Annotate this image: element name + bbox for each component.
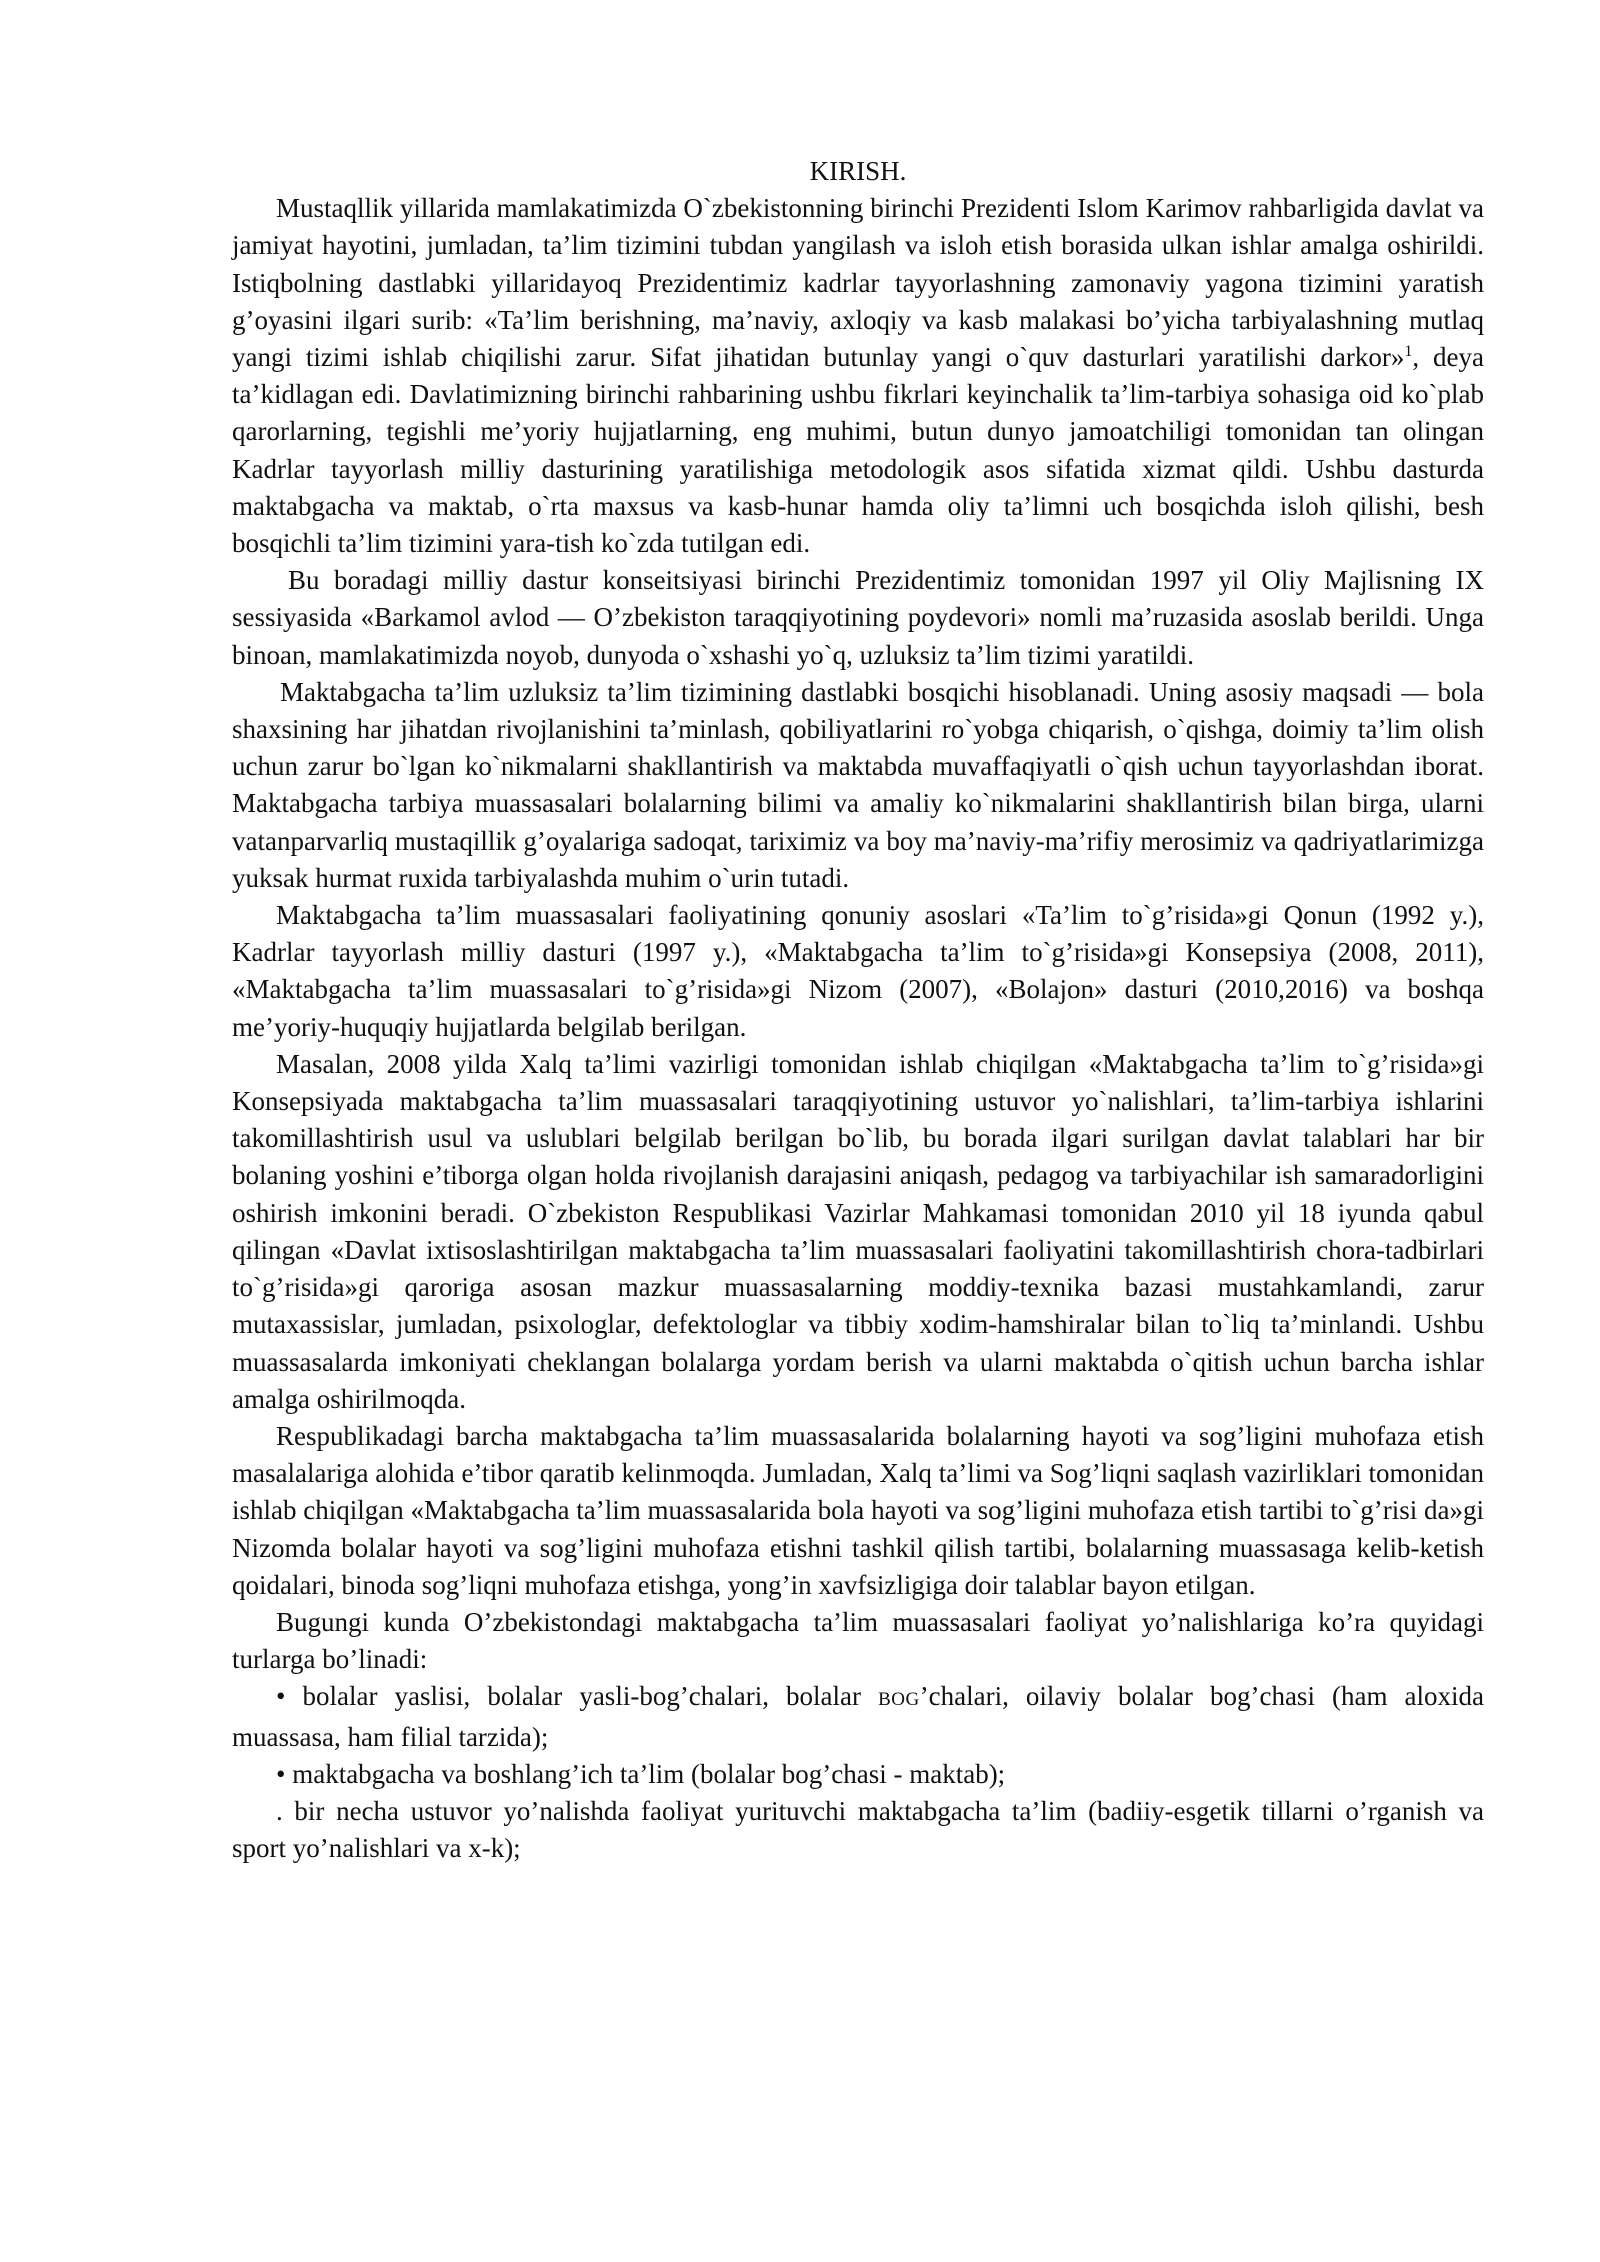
- list-item-2: • maktabgacha va boshlang’ich ta’lim (bolalar bog’chasi - maktab);: [276, 1758, 1006, 1789]
- paragraph-2: Bu boradagi milliy dastur konseitsiyasi birinchi Prezidentimiz tomonidan 1997 yil Oliy Majlisning IX sessiyasida «Barkamol avlod — O’zbekiston taraqqiyotining poydevori» nomli ma’ruzasida asoslab berildi. Unga binoan, mamlakatimizda noyob, dunyoda o`xshashi yo`q, uzluksiz ta’lim tizimi yaratildi.: [232, 565, 1484, 670]
- paragraph-6: Respublikadagi barcha maktabgacha ta’lim muassasalarida bolalarning hayoti va sog’ligini muhofaza etish masalalariga alohida e’tibor qaratib kelinmoqda. Jumladan, Xalq ta’limi va Sog’liqni saqlash vazirliklari tomonidan ishlab chiqilgan «Maktabgacha ta’lim muassasalarida bola hayoti va sog’ligini muhofaza etish tartibi to`g’risi da»gi Nizomda bolalar hayoti va sog’ligini muhofaza etishni tashkil qilish tartibi, bolalarning muassasaga kelib-ketish qoidalari, binoda sog’liqni muhofaza etishga, yong’in xavfsizligiga doir talablar bayon etilgan.: [232, 1420, 1484, 1600]
- list-item-1-text-b: ’chalari, oilaviy bolalar bog’chasi (ham aloxida muassasa, ham filial tarzida);: [232, 1681, 1484, 1752]
- list-item-1-text-a: • bolalar yaslisi, bolalar yasli-bog’chalari, bolalar: [276, 1681, 879, 1712]
- list-item-3: . bir necha ustuvor yo’nalishda faoliyat yurituvchi maktabgacha ta’lim (badiiy-esgetik tillarni o’rganish va sport yo’nalishlari va x-k);: [232, 1795, 1484, 1864]
- document-title: KIRISH.: [809, 156, 907, 186]
- footnote-marker: 1: [1404, 343, 1413, 361]
- paragraph-5: Masalan, 2008 yilda Xalq ta’limi vazirligi tomonidan ishlab chiqilgan «Maktabgacha ta’lim to`g’risida»gi Konsepsiyada maktabgacha ta’lim muassasalari taraqqiyotining ustuvor yo`nalishlari, ta’lim-tarbiya ishlarini takomillashtirish usul va uslublari belgilab berilgan bo`lib, bu borada ilgari surilgan davlat talablari har bir bolaning yoshini e’tiborga olgan holda rivojlanish darajasini aniqash, pedagog va tarbiyachilar ish samaradorligini oshirish imkonini beradi. O`zbekiston Respublikasi Vazirlar Mahkamasi tomonidan 2010 yil 18 iyunda qabul qilingan «Davlat ixtisoslashtirilgan maktabgacha ta’lim muassasalari faoliyatini takomillashtirish chora-tadbirlari to`g’risida»gi qaroriga asosan mazkur muassasalarning moddiy-texnika bazasi mustahkamlandi, zarur mutaxassislar, jumladan, psixologlar, defektologlar va tibbiy xodim-hamshiralar bilan to`liq ta’minlandi. Ushbu muassasalarda imkoniyati cheklangan bolalarga yordam berish va ularni maktabda o`qitish uchun barcha ishlar amalga oshirilmoqda.: [232, 1048, 1484, 1414]
- paragraph-1-text-a: Mustaqllik yillarida mamlakatimizda O`zbekistonning birinchi Prezidenti Islom Karimov rahbarligida davlat va jamiyat hayotini, jumladan, ta’lim tizimini tubdan yangilash va isloh etish borasida ulkan ishlar amalga oshirildi. Istiqbolning dastlabki yillaridayoq Prezidentimiz kadrlar tayyorlashning zamonaviy yagona tizimini yaratish g’oyasini ilgari surib: «Ta’lim berishning, ma’naviy, axloqiy va kasb malakasi bo’yicha tarbiyalashning mutlaq yangi tizimi ishlab chiqilishi zarur. Sifat jihatidan butunlay yangi o`quv dasturlari yaratilishi darkor»: [232, 193, 1484, 373]
- paragraph-4: Maktabgacha ta’lim muassasalari faoliyatining qonuniy asoslari «Ta’lim to`g’risida»gi Qonun (1992 y.), Kadrlar tayyorlash milliy dasturi (1997 y.), «Maktabgacha ta’lim to`g’risida»gi Konsepsiya (2008, 2011), «Maktabgacha ta’lim muassasalari to`g’risida»gi Nizom (2007), «Bolajon» dasturi (2010,2016) va boshqa me’yoriy-huquqiy hujjatlarda belgilab berilgan.: [232, 900, 1484, 1042]
- paragraph-1-text-b: , deya ta’kidlagan edi. Davlatimizning birinchi rahbarining ushbu fikrlari keyinchalik ta’lim-tarbiya sohasiga oid ko`plab qarorlarning, tegishli me’yoriy hujjatlarning, eng muhimi, butun dunyo jamoatchiligi tomonidan tan olingan Kadrlar tayyorlash milliy dasturining yaratilishiga metodologik asos sifatida xizmat qildi. Ushbu dasturda maktabgacha va maktab, o`rta maxsus va kasb-hunar hamda oliy ta’limni uch bosqichda isloh qilishi, besh bosqichli ta’lim tizimini yara-tish ko`zda tutilgan edi.: [232, 342, 1484, 559]
- list-item-1-smallcaps: BOG: [878, 1689, 920, 1711]
- paragraph-7: Bugungi kunda O’zbekistondagi maktabgacha ta’lim muassasalari faoliyat yo’nalishlariga ko’ra quyidagi turlarga bo’linadi:: [232, 1606, 1484, 1675]
- document-page: [232, 153, 1484, 1867]
- paragraph-3: Maktabgacha ta’lim uzluksiz ta’lim tizimining dastlabki bosqichi hisoblanadi. Uning asosiy maqsadi — bola shaxsining har jihatdan rivojlanishini ta’minlash, qobiliyatlarini ro`yobga chiqarish, o`qishga, doimiy ta’lim olish uchun zarur bo`lgan ko`nikmalarni shakllantirish va maktabda muvaffaqiyatli o`qish uchun tayyorlashdan iborat. Maktabgacha tarbiya muassasalari bolalarning bilimi va amaliy ko`nikmalarini shakllantirish bilan birga, ularni vatanparvarliq mustaqillik g’oyalariga sadoqat, tariximiz va boy ma’naviy-ma’rifiy merosimiz va qadriyatlarimizga yuksak hurmat ruxida tarbiyalashda muhim o`urin tutadi.: [232, 676, 1484, 893]
- list-item-1: [232, 1678, 1484, 1755]
- paragraph-1: [232, 190, 1484, 562]
